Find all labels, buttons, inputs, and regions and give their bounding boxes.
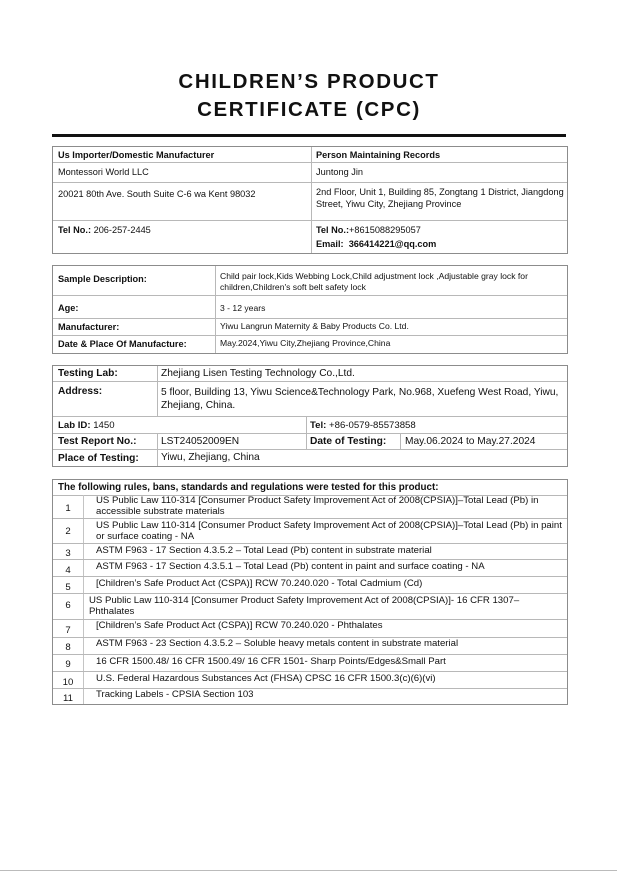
rule-row	[53, 543, 567, 559]
date-place-label: Date & Place Of Manufacture:	[58, 339, 187, 349]
importer-header: Us Importer/Domestic Manufacturer	[58, 150, 215, 160]
rule-number: 11	[63, 693, 73, 704]
date-place-value: May.2024,Yiwu City,Zhejiang Province,China	[220, 338, 391, 348]
sample-description: Child pair lock,Kids Webbing Lock,Child adjustment lock ,Adjustable gray lock for children,Children's soft belt safety lock	[220, 271, 528, 292]
records-email-value: 366414221@qq.com	[348, 239, 437, 249]
rule-row	[53, 518, 567, 543]
rule-row	[53, 495, 567, 518]
rule-row	[53, 576, 567, 593]
rule-text: US Public Law 110-314 [Consumer Product Safety Improvement Act of 2008(CPSIA)]–Total Lead (Pb) in paint or surface coating - NA	[96, 520, 562, 542]
rule-number: 4	[65, 565, 71, 576]
parties-section	[52, 146, 568, 254]
rule-number: 5	[65, 582, 71, 593]
title-line-1: CHILDREN’S PRODUCT	[178, 70, 440, 93]
lab-section	[52, 365, 568, 467]
rule-row	[53, 637, 567, 654]
importer-address: 20021 80th Ave. South Suite C-6 wa Kent 98032	[58, 189, 256, 199]
lab-id-value: 1450	[93, 420, 115, 431]
records-tel-value: +8615088295057	[349, 225, 421, 235]
importer-name: Montessori World LLC	[58, 167, 149, 177]
rule-text: US Public Law 110-314 [Consumer Product Safety Improvement Act of 2008(CPSIA)]–Total Lead (Pb) in accessible substrate materials	[96, 495, 539, 517]
importer-tel	[58, 225, 151, 237]
rule-text: ASTM F963 - 17 Section 4.3.5.2 – Total Lead (Pb) content in substrate material	[96, 545, 432, 556]
manufacturer-value: Yiwu Langrun Maternity & Baby Products Co. Ltd.	[220, 321, 409, 331]
address-value: 5 floor, Building 13, Yiwu Science&Technology Park, No.968, Xuefeng West Road, Yiwu, Zhejiang, China.	[161, 387, 559, 411]
lab-tel-value: +86-0579-85573858	[329, 420, 416, 431]
rule-number: 9	[65, 659, 71, 670]
rule-row	[53, 559, 567, 576]
lab-tel-label: Tel:	[310, 420, 327, 431]
report-value: LST24052009EN	[161, 436, 240, 447]
address-label: Address:	[58, 386, 103, 397]
rule-text: ASTM F963 - 17 Section 4.3.5.1 – Total Lead (Pb) content in paint and surface coating - NA	[96, 561, 485, 572]
lab-id	[58, 420, 115, 432]
records-tel	[316, 225, 421, 237]
rule-number: 3	[65, 548, 71, 559]
records-email-label: Email:	[316, 239, 344, 249]
rule-row	[53, 619, 567, 637]
rule-number: 7	[65, 625, 71, 636]
age-label: Age:	[58, 303, 79, 313]
age-value: 3 - 12 years	[220, 303, 266, 313]
rule-number: 6	[65, 600, 71, 611]
importer-tel-value: 206-257-2445	[93, 225, 151, 235]
sample-section	[52, 265, 568, 354]
rules-header: The following rules, bans, standards and regulations were tested for this product:	[58, 482, 439, 493]
rule-number: 1	[65, 503, 71, 514]
date-testing-label: Date of Testing:	[310, 436, 387, 447]
rule-row	[53, 654, 567, 671]
testing-lab-label: Testing Lab:	[58, 368, 118, 379]
rule-number: 2	[65, 526, 71, 537]
date-testing-value: May.06.2024 to May.27.2024	[405, 436, 536, 447]
testing-lab-value: Zhejiang Lisen Testing Technology Co.,Ltd.	[161, 368, 355, 379]
records-email	[316, 239, 436, 251]
sample-description-label: Sample Description:	[58, 274, 147, 284]
records-name: Juntong Jin	[316, 167, 363, 177]
place-label: Place of Testing:	[58, 453, 139, 464]
rule-row	[53, 688, 567, 704]
lab-id-label: Lab ID:	[58, 420, 91, 431]
page-bottom-edge	[0, 870, 617, 871]
rule-text: [Children’s Safe Product Act (CSPA)] RCW 70.240.020 - Total Cadmium (Cd)	[96, 578, 423, 589]
rule-number: 8	[65, 642, 71, 653]
rule-text: US Public Law 110-314 [Consumer Product Safety Improvement Act of 2008(CPSIA)]- 16 CFR 1307– Phthalates	[89, 595, 520, 617]
place-value: Yiwu, Zhejiang, China	[161, 452, 260, 463]
rule-number: 10	[62, 677, 74, 688]
rule-text: U.S. Federal Hazardous Substances Act (FHSA) CPSC 16 CFR 1500.3(c)(6)(vi)	[96, 673, 436, 684]
rule-row	[53, 671, 567, 688]
records-header: Person Maintaining Records	[316, 150, 441, 160]
rule-text: Tracking Labels - CPSIA Section 103	[96, 689, 254, 700]
importer-tel-label: Tel No.:	[58, 225, 92, 235]
report-label: Test Report No.:	[58, 436, 137, 447]
title-rule	[52, 134, 566, 137]
rule-row	[53, 593, 567, 619]
rule-text: [Children’s Safe Product Act (CSPA)] RCW 70.240.020 - Phthalates	[96, 620, 383, 631]
rule-text: ASTM F963 - 23 Section 4.3.5.2 – Soluble heavy metals content in substrate material	[96, 638, 459, 649]
title-line-2: CERTIFICATE (CPC)	[197, 98, 421, 121]
rules-section	[52, 479, 568, 705]
rule-text: 16 CFR 1500.48/ 16 CFR 1500.49/ 16 CFR 1501- Sharp Points/Edges&Small Part	[96, 656, 446, 667]
records-address: 2nd Floor, Unit 1, Building 85, Zongtang 1 District, Jiangdong Street, Yiwu City, Zhejiang Province	[316, 187, 564, 209]
records-tel-label: Tel No.:	[316, 225, 350, 235]
manufacturer-label: Manufacturer:	[58, 322, 120, 332]
lab-tel	[310, 420, 416, 432]
